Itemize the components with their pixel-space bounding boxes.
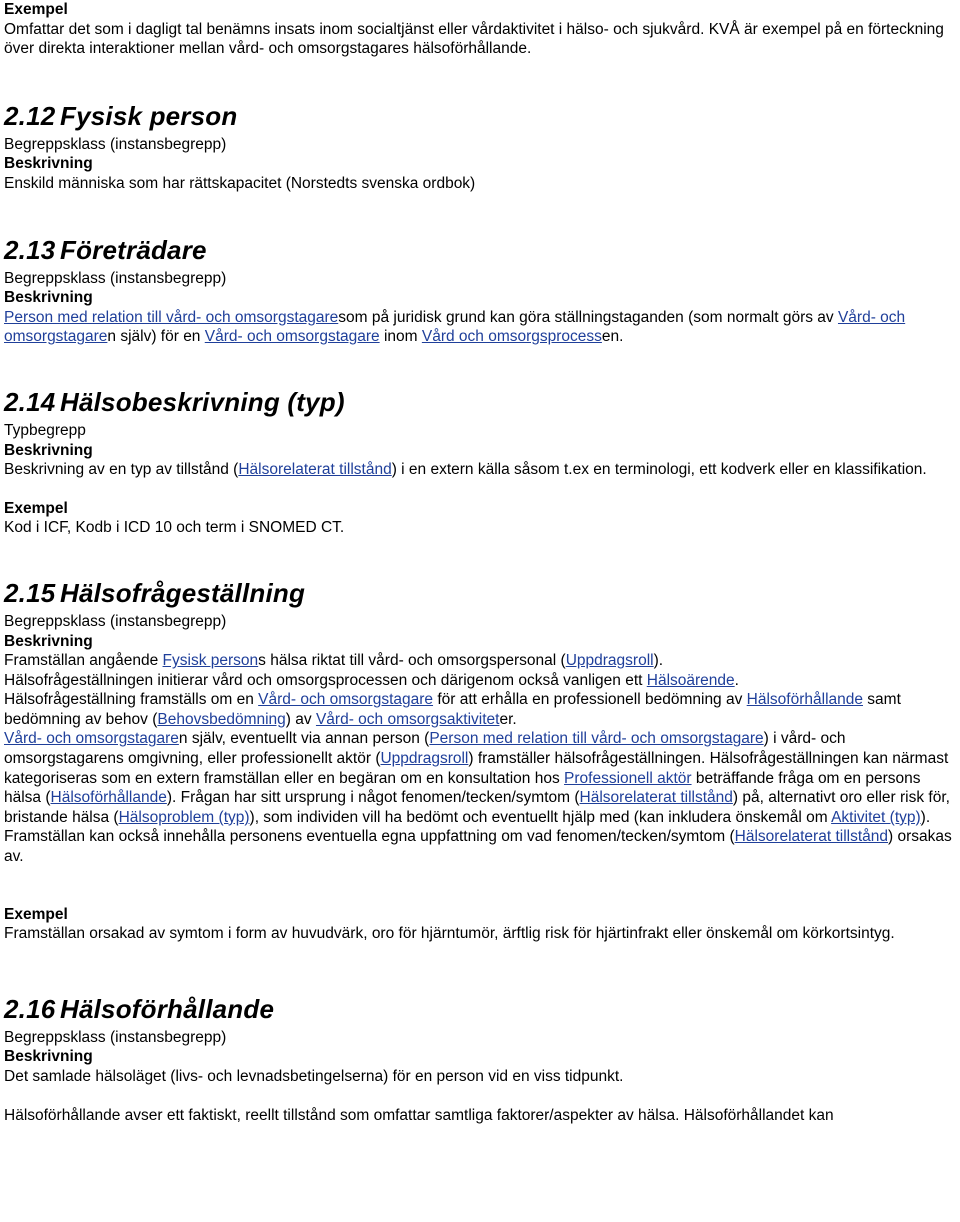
section-heading-fysisk-person (4, 101, 956, 131)
description-label: Beskrivning (4, 289, 93, 307)
link-professionell-aktor[interactable]: Professionell aktör (564, 769, 692, 787)
description-label: Beskrivning (4, 155, 93, 173)
link-vard-och-omsorgsprocess[interactable]: Vård och omsorgsprocess (421, 328, 602, 346)
section-number: 2.13 (4, 234, 56, 265)
link-vard-och-omsorgstagare[interactable]: Vård- och omsorgstagare (4, 730, 179, 748)
description-text: Det samlade hälsoläget (livs- och levnadsbetingelserna) för en person vid en viss tidpunkt. (4, 1068, 624, 1085)
section-title: Hälsofrågeställning (60, 577, 306, 608)
section-title: Hälsoförhållande (60, 993, 275, 1024)
description-text: Person med relation till vård- och omsorgstagaresom på juridisk grund kan göra ställningstaganden (som normalt görs av Vård- och omsorgstagaren själv) för en Vård- och omsorgstagare inom Vård och omsorgsprocessen. (4, 308, 906, 346)
example-text: Framställan orsakad av symtom i form av huvudvärk, oro för hjärntumör, ärftlig risk för hjärtinfrakt eller önskemål om körkortsintyg. (4, 925, 895, 943)
section-heading-halsoforhallande (4, 994, 956, 1024)
link-halsoforhallande[interactable]: Hälsoförhållande (746, 691, 863, 709)
link-vard-och-omsorgstagare[interactable]: Vård- och omsorgstagare (258, 691, 434, 709)
section-title: Fysisk person (60, 100, 238, 131)
example-text: Kod i ICF, Kodb i ICD 10 och term i SNOMED CT. (4, 519, 345, 537)
description-label: Beskrivning (4, 1048, 93, 1066)
concept-class: Begreppsklass (instansbegrepp) (4, 135, 227, 153)
description-paragraph-1: Framställan angående Fysisk persons hälsa riktat till vård- och omsorgspersonal (Uppdragsroll). (4, 652, 664, 670)
link-halsorelaterat-tillstand[interactable]: Hälsorelaterat tillstånd (579, 789, 733, 807)
section-heading-halsobeskrivning (4, 387, 956, 417)
link-halsorelaterat-tillstand[interactable]: Hälsorelaterat tillstånd (238, 461, 392, 479)
example-label: Exempel (4, 905, 68, 923)
link-halsoforhallande[interactable]: Hälsoförhållande (50, 789, 167, 807)
link-halsoproblem-typ[interactable]: Hälsoproblem (typ) (118, 808, 250, 826)
intro-example-text: Omfattar det som i dagligt tal benämns insats inom socialtjänst eller vårdaktivitet i hälso- och sjukvård. KVÅ är exempel på en förteckning över direkta interaktioner mellan vård- och omsorgstagares hälsoförhållande. (4, 20, 944, 58)
description-paragraph-4: Vård- och omsorgstagaren själv, eventuellt via annan person (Person med relation till vård- och omsorgstagare) i vård- och omsorgstagarens omgivning, eller professionellt aktör (Uppdragsroll) framställer hälsofrågeställningen. Hälsofrågeställningen kan närmast kategoriseras som en extern framställan eller en begäran om en konsultation hos Professionell aktör beträffande fråga om en persons hälsa (Hälsoförhållande). Frågan har sitt ursprung i något fenomen/tecken/symtom (Hälsorelaterat tillstånd) på, alternativt oro eller risk för, bristande hälsa (Hälsoproblem (typ)), som individen vill ha bedömt och eventuellt hjälp med (kan inkludera önskemål om Aktivitet (typ)). Framställan kan också innehålla personens eventuella egna uppfattning om vad fenomen/tecken/symtom (Hälsorelaterat tillstånd) orsakas av. (4, 730, 952, 866)
example-label: Exempel (4, 499, 68, 517)
link-halsorelaterat-tillstand[interactable]: Hälsorelaterat tillstånd (734, 828, 889, 846)
description-text: Beskrivning av en typ av tillstånd (Hälsorelaterat tillstånd) i en extern källa såsom t.ex en terminologi, ett kodverk eller en klassifikation. (4, 461, 927, 479)
description-paragraph-2: Hälsofrågeställningen initierar vård och omsorgsprocessen och därigenom också vanligen ett Hälsoärende. (4, 671, 739, 689)
description-continuation: Hälsoförhållande avser ett faktiskt, reellt tillstånd som omfattar samtliga faktorer/aspekter av hälsa. Hälsoförhållandet kan (4, 1106, 834, 1124)
link-fysisk-person[interactable]: Fysisk person (162, 652, 259, 670)
link-uppdragsroll[interactable]: Uppdragsroll (380, 750, 469, 768)
section-number: 2.16 (4, 993, 56, 1024)
concept-class: Begreppsklass (instansbegrepp) (4, 269, 227, 287)
section-title: Hälsobeskrivning (typ) (60, 386, 345, 417)
link-behovsbedomning[interactable]: Behovsbedömning (157, 710, 286, 728)
link-vard-och-omsorgstagare[interactable]: Vård- och omsorgstagare (204, 328, 380, 346)
section-number: 2.12 (4, 100, 56, 131)
section-number: 2.15 (4, 577, 56, 608)
link-aktivitet-typ[interactable]: Aktivitet (typ) (831, 808, 921, 826)
concept-class: Begreppsklass (instansbegrepp) (4, 1028, 227, 1046)
concept-class: Begreppsklass (instansbegrepp) (4, 612, 227, 630)
description-text: Enskild människa som har rättskapacitet (Norstedts svenska ordbok) (4, 174, 476, 192)
concept-class: Typbegrepp (4, 421, 86, 439)
link-vard-och-omsorgstagare[interactable]: Vård- och omsorgstagare (4, 308, 906, 346)
description-label: Beskrivning (4, 441, 93, 459)
link-halsoarende[interactable]: Hälsoärende (646, 671, 735, 689)
link-person-med-relation[interactable]: Person med relation till vård- och omsorgstagare (4, 308, 339, 326)
document-page (4, 0, 956, 1125)
section-number: 2.14 (4, 386, 56, 417)
example-label: Exempel (4, 1, 68, 18)
link-person-med-relation[interactable]: Person med relation till vård- och omsorgstagare (429, 730, 764, 748)
section-heading-foretradare (4, 235, 956, 265)
link-vard-och-omsorgsaktivitet[interactable]: Vård- och omsorgsaktivitet (315, 710, 500, 728)
description-label: Beskrivning (4, 632, 93, 650)
link-uppdragsroll[interactable]: Uppdragsroll (565, 652, 654, 670)
section-title: Företrädare (60, 234, 207, 265)
section-heading-halsofragestallning (4, 578, 956, 608)
description-paragraph-3: Hälsofrågeställning framställs om en Vård- och omsorgstagare för att erhålla en professionell bedömning av Hälsoförhållande samt bedömning av behov (Behovsbedömning) av Vård- och omsorgsaktiviteter. (4, 691, 901, 728)
